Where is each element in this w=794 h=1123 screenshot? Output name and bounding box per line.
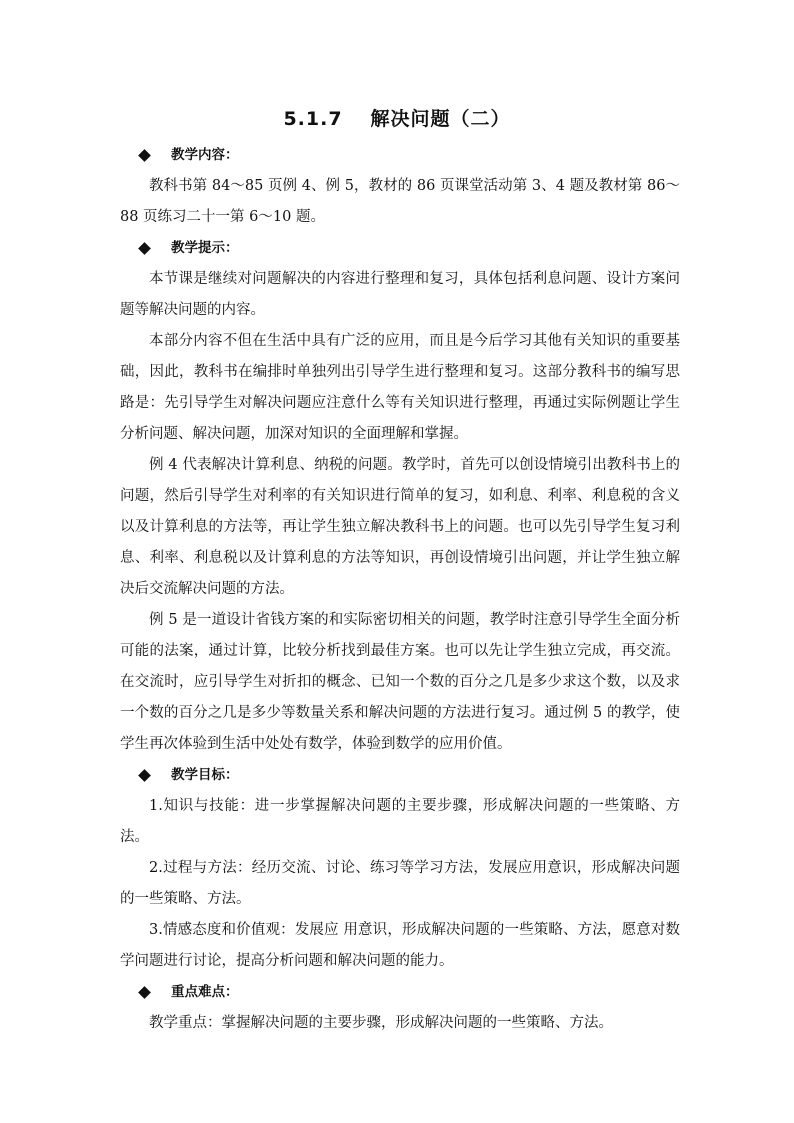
section-title: 解决问题（二） [370,108,511,130]
diamond-bullet-icon [138,149,151,162]
page-title [0,104,794,131]
heading-key-points [140,977,680,1008]
diamond-bullet-icon [138,986,151,999]
document-body [120,140,680,1039]
heading-label: 教学目标： [171,767,239,783]
section-number: 5.1.7 [283,108,343,130]
goal-item: 2.过程与方法：经历交流、讨论、练习等学习方法，发展应用意识，形成解决问题的一些策略、方法。 [120,860,680,907]
heading-label: 教学内容： [171,147,239,163]
goal-item: 1.知识与技能：进一步掌握解决问题的主要步骤，形成解决问题的一些策略、方法。 [120,798,680,845]
heading-teaching-goals [140,760,680,791]
paragraph: 教学重点：掌握解决问题的主要步骤，形成解决问题的一些策略、方法。 [149,1015,613,1031]
paragraph: 教科书第 84～85 页例 4、例 5，教材的 86 页课堂活动第 3、4 题及教材第 86～88 页练习二十一第 6～10 题。 [120,178,680,225]
diamond-bullet-icon [138,769,151,782]
heading-teaching-tips [140,233,680,264]
paragraph: 本节课是继续对问题解决的内容进行整理和复习，具体包括利息问题、设计方案问题等解决问题的内容。 [120,271,680,318]
paragraph: 例 5 是一道设计省钱方案的和实际密切相关的问题，教学时注意引导学生全面分析可能的法案，通过计算，比较分析找到最佳方案。也可以先让学生独立完成，再交流。在交流时，应引导学生对折扣的概念、已知一个数的百分之几是多少求这个数，以及求一个数的百分之几是多少等数量关系和解决问题的方法进行复习。通过例 5 的教学，使学生再次体验到生活中处处有数学，体验到数学的应用价值。 [120,612,680,752]
paragraph: 例 4 代表解决计算利息、纳税的问题。教学时，首先可以创设情境引出教科书上的问题，然后引导学生对利率的有关知识进行简单的复习，如利息、利率、利息税的含义以及计算利息的方法等，再让学生独立解决教科书上的问题。也可以先引导学生复习利息、利率、利息税以及计算利息的方法等知识，再创设情境引出问题，并让学生独立解决后交流解决问题的方法。 [120,457,680,597]
heading-label: 教学提示： [171,240,239,256]
diamond-bullet-icon [138,242,151,255]
paragraph: 本部分内容不但在生活中具有广泛的应用，而且是今后学习其他有关知识的重要基础，因此，教科书在编排时单独列出引导学生进行整理和复习。这部分教科书的编写思路是：先引导学生对解决问题应注意什么等有关知识进行整理，再通过实际例题让学生分析问题、解决问题，加深对知识的全面理解和掌握。 [120,333,680,442]
goal-item: 3.情感态度和价值观：发展应 用意识，形成解决问题的一些策略、方法，愿意对数学问题进行讨论，提高分析问题和解决问题的能力。 [120,922,680,969]
heading-label: 重点难点： [171,984,239,1000]
heading-teaching-content [140,140,680,171]
